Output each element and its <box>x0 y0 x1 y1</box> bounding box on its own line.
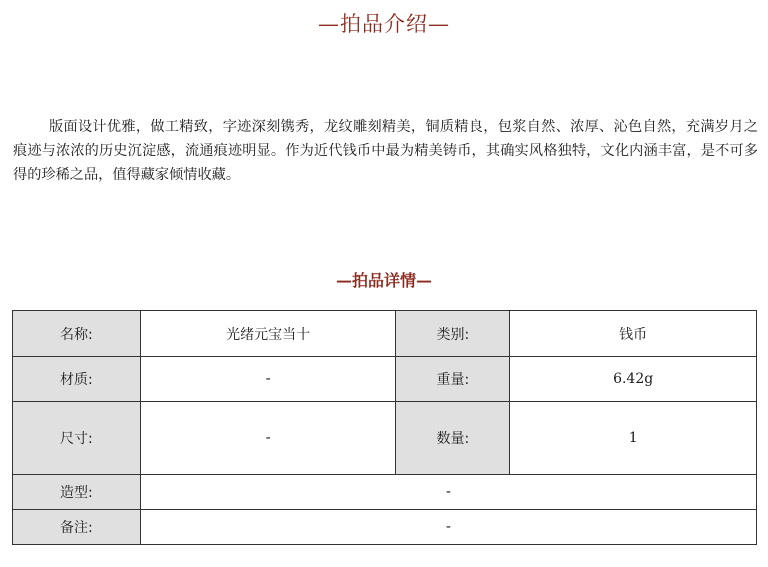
shape-label: 造型: <box>13 475 141 510</box>
name-label: 名称: <box>13 311 141 357</box>
notes-value: - <box>140 510 756 545</box>
size-value: - <box>140 402 396 475</box>
shape-value: - <box>140 475 756 510</box>
category-label: 类别: <box>396 311 510 357</box>
weight-value: 6.42g <box>510 357 757 402</box>
table-row <box>13 402 757 475</box>
notes-label: 备注: <box>13 510 141 545</box>
details-title: —拍品详情— <box>335 271 432 290</box>
name-value: 光绪元宝当十 <box>140 311 396 357</box>
quantity-label: 数量: <box>396 402 510 475</box>
material-label: 材质: <box>13 357 141 402</box>
intro-description: 版面设计优雅，做工精致，字迹深刻镌秀，龙纹雕刻精美，铜质精良，包浆自然、浓厚、沁色自然，充满岁月之痕迹与浓浓的历史沉淀感，流通痕迹明显。作为近代钱币中最为精美铸币，其确实风格独特，文化内涵丰富，是不可多得的珍稀之品，值得藏家倾情收藏。 <box>13 119 758 183</box>
table-row <box>13 311 757 357</box>
intro-title: —拍品介绍— <box>318 12 450 36</box>
table-row <box>13 357 757 402</box>
category-value: 钱币 <box>510 311 757 357</box>
quantity-value: 1 <box>510 402 757 475</box>
table-row <box>13 510 757 545</box>
table-row <box>13 475 757 510</box>
weight-label: 重量: <box>396 357 510 402</box>
details-table <box>12 310 757 545</box>
size-label: 尺寸: <box>13 402 141 475</box>
material-value: - <box>140 357 396 402</box>
